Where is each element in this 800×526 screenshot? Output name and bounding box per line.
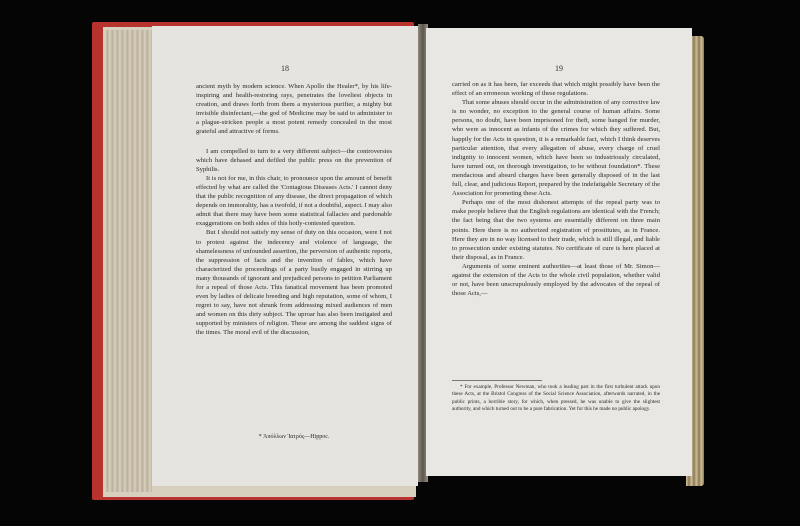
paragraph: ancient myth by modern science. When Apollo the Healer*, by his life-inspiring and health-restoring rays, penetrates the loveliest objects in creation, and draws forth from them a mysterious purifier, a mighty but invisible disinfectant,—the god of Medicine may be said to administer to a plague-stricken people a most potent remedy concealed in the most grateful and attractive of forms.	[196, 83, 392, 136]
left-page-text	[196, 82, 392, 338]
right-page-text	[452, 80, 660, 298]
left-page-edges	[106, 30, 152, 492]
left-footnote: * Ἀπόλλων Ἰατρός—Hippoc.	[258, 434, 330, 440]
paragraph: But I should not satisfy my sense of duty on this occasion, were I not to protest against the indecency and violence of language, the shamelessness of unfounded assertion, the perversion of authentic reports, the suppression of facts and the invention of fables, which have characterized the proceedings of a party busily engaged in stirring up many thousands of ignorant and prejudiced persons to petition Parliament for a repeal of those Acts. This fanatical movement has been promoted even by ladies of delicate breeding and high reputation, some of whom, I regret to say, have not shrunk from addressing mixed audiences of men and women on this dirty subject. The uproar has also been instigated and supported by ministers of religion. These are among the saddest signs of the times. The moral evil of the discussion,	[196, 229, 392, 337]
paragraph: That some abuses should occur in the administration of any corrective law is no wonder, no exception to the general course of human affairs. Some persons, no doubt, have been imprisoned for theft, some hanged for murder, who were as innocent as infants of the crimes for which they suffered. But, happily for the Acts in question, it is a remarkable fact, which I think deserves particular attention, that every allegation of abuse, every charge of cruel indignity to innocent women, which have been so industriously circulated, have turned out, on thorough investigation, to be without foundation*. These mendacious and absurd charges have been generally disposed of in the last full, clear, and judicious Report, prepared by the indefatigable Secretary of the Association for promoting these Acts.	[452, 99, 660, 198]
footnote-rule	[452, 380, 542, 381]
right-footnote	[452, 384, 660, 414]
left-page	[152, 26, 418, 486]
paragraph: carried on as it has been, far exceeds that which might possibly have been the effect of an erroneous working of these regulations.	[452, 81, 660, 98]
paragraph: I am compelled to turn to a very different subject—the controversies which have debased and defiled the public press on the prevention of Syphilis.	[196, 147, 392, 173]
right-page-number: 19	[555, 64, 563, 73]
paragraph: It is not for me, in this chair, to pronounce upon the amount of benefit effected by what are called the 'Contagious Diseases Acts.' I cannot deny that the public recognition of any disease, the direct propagation of which depends on immorality, has a twofold, if not a doubtful, aspect. I may also admit that there may have been some statistical fallacies and pardonable exaggerations on both sides of this hotly-contested question.	[196, 174, 392, 228]
paragraph: Perhaps one of the most dishonest attempts of the repeal party was to make people believe that the English regulations are identical with the French; the fact being that the two systems are essentially different on three main points. Here there is no authorized registration of prostitutes, as in France. Here they are in no way licensed to their trade, which is still illegal, and liable to prosecution under existing statutes. No certificate of cure is here placed at their disposal, as in France.	[452, 199, 660, 261]
paragraph: Arguments of some eminent authorities—at least those of Mr. Simon—against the extension of the Acts to the whole civil population, whether valid or not, have been unscrupulously employed by the advocates of the repeal of those Acts,—	[452, 262, 660, 298]
left-page-number: 18	[281, 64, 289, 73]
right-page	[426, 28, 692, 476]
footnote-text: * For example, Professor Newman, who took a leading part in the first turbulent attack upon these Acts, at the Bristol Congress of the Social Science Association, afterwards narrated, in the public prints, a horrible story, for which, when pressed, he was unable to give the slightest authority, and which turned out to be a pure fabrication. Yet for this he made no public apology.	[452, 384, 660, 413]
